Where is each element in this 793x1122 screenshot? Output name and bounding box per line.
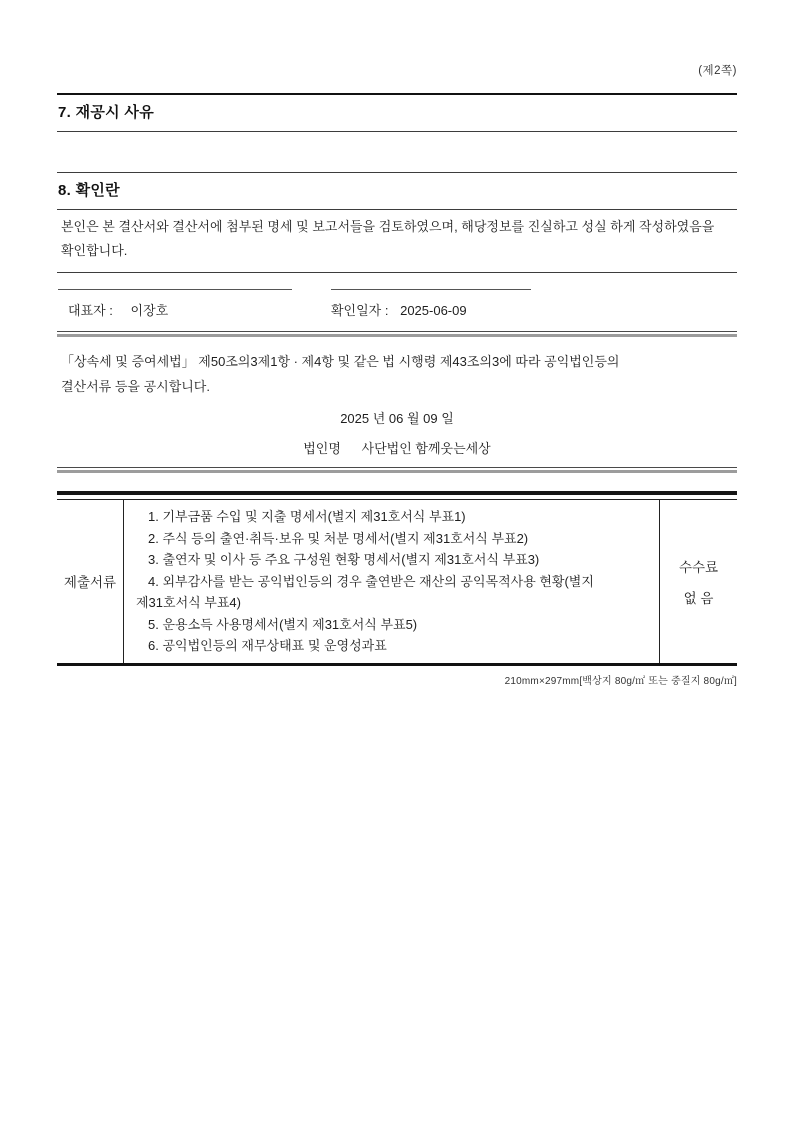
attachments-list-cell (123, 500, 660, 663)
page-number-marker: (제2쪽) (698, 65, 737, 77)
confirmation-statement: 본인은 본 결산서와 결산서에 첨부된 명세 및 보고서들을 검토하였으며, 해당정보를 진실하고 성실 하게 작성하였음을 확인합니다. (61, 219, 715, 258)
attachment-item: 4. 외부감사를 받는 공익법인등의 경우 출연받은 재산의 공익목적사용 현황(별지 제31호서식 부표4) (136, 573, 594, 610)
fee-label: 수수료 (678, 559, 719, 575)
confirm-date-signature-line (331, 289, 531, 290)
representative-signature-line (58, 289, 292, 290)
representative-label: 대표자 : (68, 303, 113, 318)
statement-bottom-rule (57, 272, 737, 273)
confirm-date-value: 2025-06-09 (400, 303, 467, 318)
section7-empty-area (57, 132, 737, 172)
paper-spec-note: 210mm×297mm[백상지 80g/㎡ 또는 중질지 80g/㎡] (504, 675, 737, 687)
signature-lines (57, 289, 737, 290)
signature-labels-row (57, 300, 737, 331)
confirm-date-group (331, 300, 467, 319)
section7-title: 7. 재공시 사유 (58, 104, 154, 121)
fee-cell (660, 500, 737, 663)
section8-title: 8. 확인란 (58, 182, 120, 199)
attachment-item: 6. 공익법인등의 재무상태표 및 운영성과표 (148, 638, 387, 653)
attachments-block (57, 491, 737, 666)
attachment-item: 2. 주식 등의 출연·취득·보유 및 처분 명세서(별지 제31호서식 부표2) (148, 530, 529, 546)
declaration-line1: 「상속세 및 증여세법」 제50조의3제1항 · 제4항 및 같은 법 시행령 제43조의3에 따라 공익법인등의 (61, 354, 620, 369)
representative-name: 이장호 (130, 303, 169, 318)
representative-group (57, 300, 331, 319)
declaration-bottom-rule (57, 467, 737, 473)
corporation-label: 법인명 (303, 441, 341, 456)
confirm-date-label: 확인일자 : (331, 303, 389, 318)
corporation-line (57, 438, 737, 467)
declaration-paragraph (57, 337, 737, 399)
attachment-item: 5. 운용소득 사용명세서(별지 제31호서식 부표5) (148, 616, 418, 632)
attachments-row-label: 제출서류 (63, 575, 117, 591)
fee-value: 없 음 (683, 590, 714, 606)
declaration-line2: 결산서류 등을 공시합니다. (61, 379, 210, 394)
attachment-item: 1. 기부금품 수입 및 지출 명세서(별지 제31호서식 부표1) (148, 509, 466, 524)
attachments-table (57, 499, 737, 666)
declaration-date: 2025 년 06 월 09 일 (340, 411, 454, 426)
table-top-double-rule (57, 491, 737, 495)
corporation-name: 사단법인 함께웃는세상 (361, 441, 491, 456)
attachments-list (124, 506, 658, 657)
attachment-item: 3. 출연자 및 이사 등 주요 구성원 현황 명세서(별지 제31호서식 부표3) (148, 552, 540, 567)
